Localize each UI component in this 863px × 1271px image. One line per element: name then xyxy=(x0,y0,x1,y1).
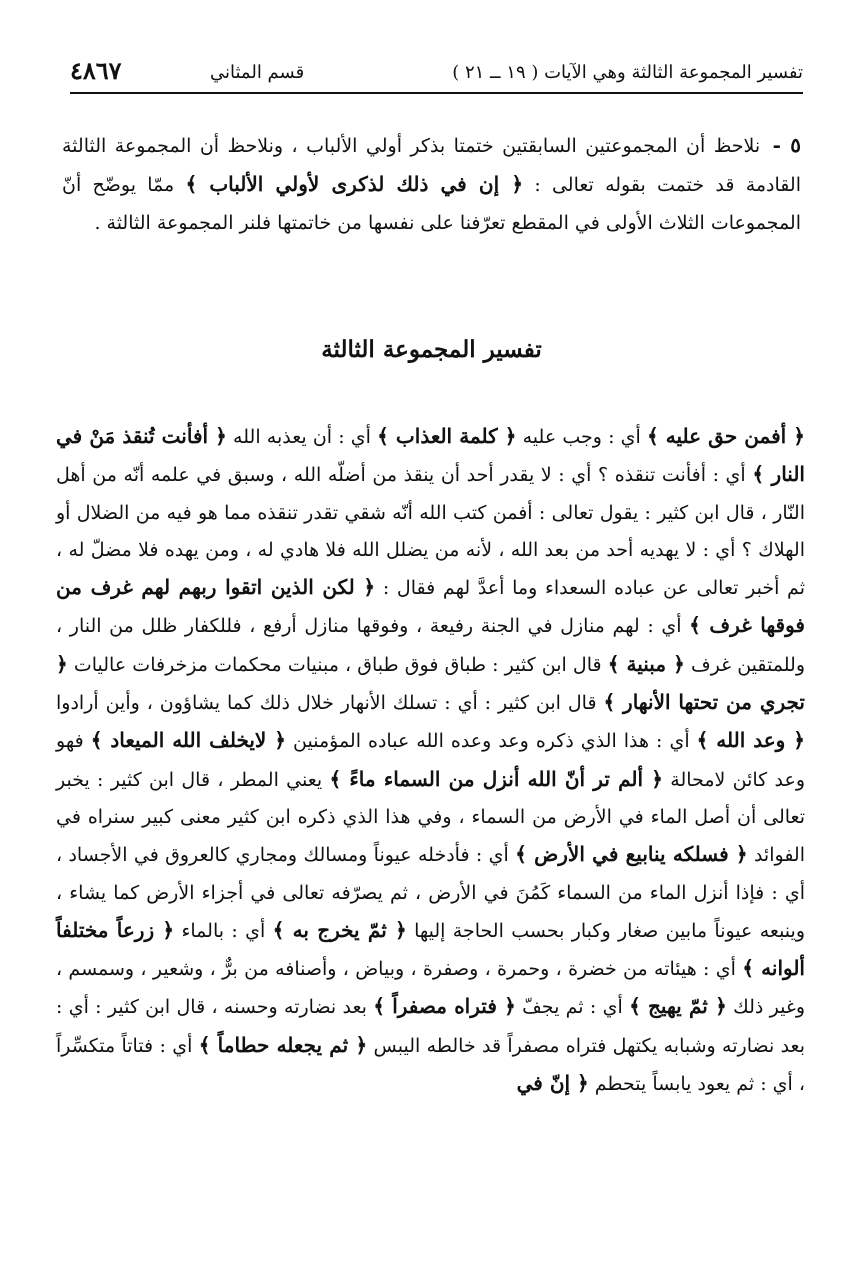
quran-verse: ﴿ لايخلف الله الميعاد ﴾ xyxy=(90,728,286,753)
commentary-text: قال ابن كثير : أي : تسلك الأنهار خلال ذلك كما يشاؤون ، وأين أرادوا xyxy=(56,692,604,715)
quran-verse: ﴿ وعد الله ﴾ xyxy=(696,728,805,753)
quran-verse: ﴿ زرعاً مختلفاً ألوانه ﴾ xyxy=(56,917,805,981)
commentary-text: أي : فتاتاً متكسِّراً ، أي : ثم يعود يابساً يتحطم xyxy=(56,1034,805,1096)
commentary-text: أي : أفأنت تنقذه ؟ أي : لا يقدر أحد أن ينقذ من أضلّه الله ، وسبق في علمه أنّه من أهل النّار ، قال ابن كثير : يقول تعالى : أفمن كتب الله أنّه شقي تقدر تنقذه مما هو فيه من الضلال أو الهلاك ؟ أي : لا يهديه أحد من بعد الله ، لأنه من يضلل الله فلا هادي له ، ومن يهده فلا مضلّ له ، ثم أخبر تعالى عن عباده السعداء وما أعدَّ لهم فقال : xyxy=(56,464,805,600)
commentary-text: أي : بالماء xyxy=(174,919,273,942)
commentary-text: أي : أن يعذبه الله xyxy=(226,426,378,448)
note-number: ٥ - xyxy=(772,133,802,157)
quran-verse: ﴿ كلمة العذاب ﴾ xyxy=(377,424,517,448)
quran-verse: ﴿ مبنية ﴾ xyxy=(607,651,685,676)
quran-verse: ﴿ أفمن حق عليه ﴾ xyxy=(646,424,806,448)
note-text-1: نلاحظ أن المجموعتين السابقتين ختمتا بذكر أولي الألباب ، ونلاحظ أن المجموعة الثالثة القادمة قد ختمت بقوله تعالى : xyxy=(62,135,801,196)
note-text-2: ممّا يوضّح أنّ المجموعات الثلاث الأولى في المقطع تعرّفنا على نفسها من خاتمتها فلنر المجموعة الثالثة . xyxy=(62,174,801,234)
note-verse: ﴿ إن في ذلك لذكرى لأولي الألباب ﴾ xyxy=(185,172,524,196)
quran-verse: ﴿ ثم يجعله حطاماً ﴾ xyxy=(198,1032,368,1057)
commentary-text: أي : فأدخله عيوناً ومسالك ومجاري كالعروق في الأجساد ، أي : فإذا أنزل الماء من السماء كَمُنَ في الأرض ، ثم يصرّفه تعالى في أجزاء الأرض كما يشاء ، وينبعه عيوناً مابين صغار وكبار بحسب الحاجة إليها xyxy=(56,844,805,942)
tafsir-body xyxy=(56,418,805,1103)
commentary-text: أي : هذا الذي ذكره وعد وعده الله عباده المؤمنين xyxy=(286,730,697,753)
commentary-text: أي : وجب عليه xyxy=(516,426,647,448)
commentary-text: يعني المطر ، قال ابن كثير : يخبر تعالى أن أصل الماء في الأرض من السماء ، وفي هذا الذي ذكره ابن كثير معنى كبير سنراه في الفوائد xyxy=(56,768,805,867)
quran-verse: ﴿ أفأنت تُنقذ مَنْ في النار ﴾ xyxy=(56,424,805,487)
header-section: قسم المثاني xyxy=(210,62,305,83)
quran-verse: ﴿ تجري من تحتها الأنهار ﴾ xyxy=(56,651,806,715)
note-paragraph xyxy=(62,126,801,242)
quran-verse: ﴿ ثمّ يهيج ﴾ xyxy=(629,994,727,1019)
quran-verse: ﴿ ثمّ يخرج به ﴾ xyxy=(272,917,407,942)
section-heading: تفسير المجموعة الثالثة xyxy=(321,336,542,363)
quran-verse: ﴿ إنّ في xyxy=(516,1071,589,1096)
quran-verse: ﴿ لكن الذين اتقوا ربهم لهم غرف من فوقها غرف ﴾ xyxy=(56,575,805,638)
quran-verse: ﴿ ألم تر أنّ الله أنزل من السماء ماءً ﴾ xyxy=(329,766,664,791)
commentary-text: أي : ثم يجفّ xyxy=(515,996,630,1019)
running-header xyxy=(70,52,803,94)
page-number: ٤٨٦٧ xyxy=(70,56,122,85)
quran-verse: ﴿ فسلكه ينابيع في الأرض ﴾ xyxy=(515,842,748,867)
header-title: تفسير المجموعة الثالثة وهي الآيات ( ١٩ ــ ٢١ ) xyxy=(452,62,803,83)
commentary-text: أي : هيئاته من خضرة ، وحمرة ، وصفرة ، وبياض ، وأصنافه من برٌّ ، وشعير ، وسمسم ، وغير ذلك xyxy=(56,958,805,1019)
quran-verse: ﴿ فتراه مصفراً ﴾ xyxy=(373,994,516,1019)
commentary-text: أي : لهم منازل في الجنة رفيعة ، وفوقها منازل أرفع ، فللكفار ظلل من النار ، وللمتقين غرف xyxy=(56,615,805,676)
commentary-text: قال ابن كثير : طباق فوق طباق ، مبنيات محكمات مزخرفات عاليات xyxy=(67,653,608,676)
commentary-text: بعد نضارته وحسنه ، قال ابن كثير : أي : بعد نضارته وشبابه يكتهل فتراه مصفراً قد خالطه اليبس xyxy=(56,996,806,1057)
commentary-text: فهو وعد كائن لامحالة xyxy=(56,730,805,791)
